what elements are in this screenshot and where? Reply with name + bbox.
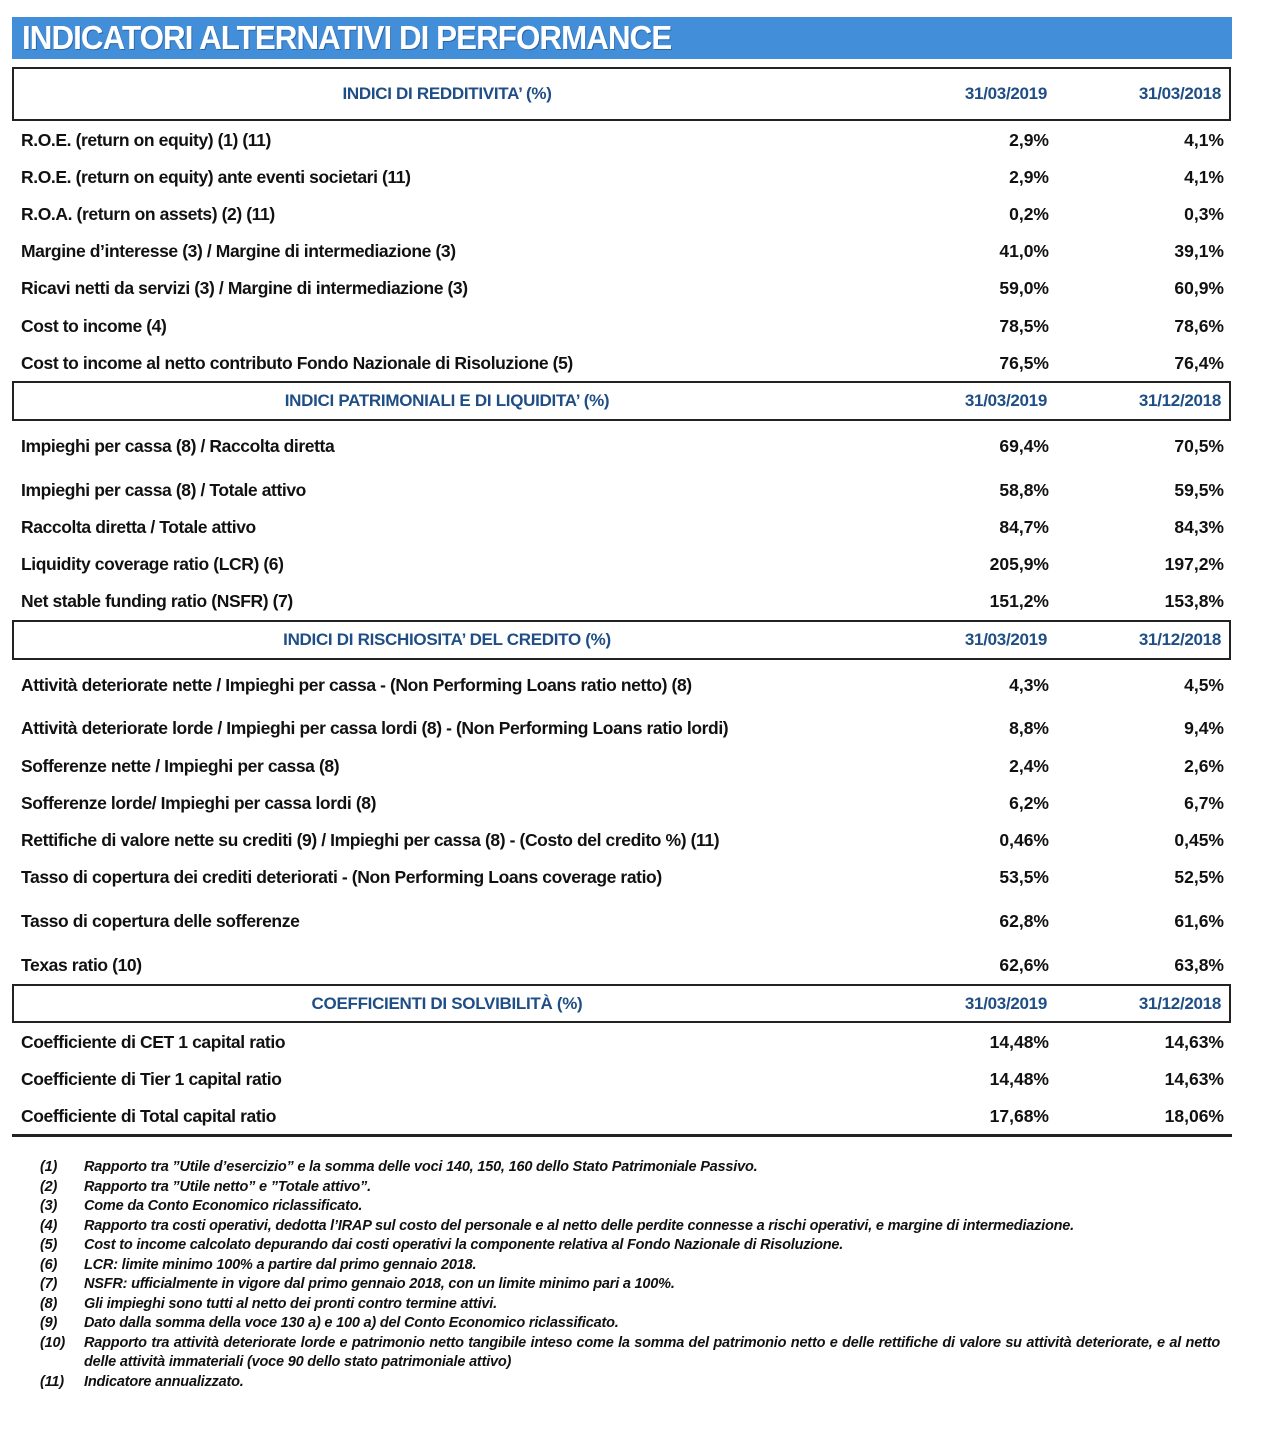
row-label: Tasso di copertura delle sofferenze — [21, 911, 300, 931]
table-row — [0, 475, 1274, 505]
row-value-previous: 4,1% — [1184, 130, 1224, 150]
section-header-redditivita — [12, 67, 1231, 121]
table-row — [0, 1101, 1274, 1131]
row-label: Sofferenze lorde/ Impieghi per cassa lordi (8) — [21, 793, 377, 813]
row-value-previous: 6,7% — [1184, 793, 1224, 813]
column-header-previous: 31/03/2018 — [1138, 84, 1221, 103]
row-value-current: 2,4% — [1009, 756, 1049, 776]
footnote — [40, 1314, 1220, 1334]
row-value-previous: 59,5% — [1174, 480, 1224, 500]
footnote-number: (6) — [40, 1256, 58, 1273]
row-label: R.O.E. (return on equity) ante eventi societari (11) — [21, 167, 411, 187]
row-value-previous: 70,5% — [1174, 436, 1224, 456]
row-value-previous: 14,63% — [1164, 1069, 1224, 1089]
row-value-previous: 0,3% — [1184, 204, 1224, 224]
footnote-number: (8) — [40, 1295, 58, 1312]
row-value-previous: 78,6% — [1174, 316, 1224, 336]
row-label: Cost to income (4) — [21, 316, 167, 336]
table-row — [0, 348, 1274, 378]
row-label: Cost to income al netto contributo Fondo Nazionale di Risoluzione (5) — [21, 353, 573, 373]
footnote-number: (5) — [40, 1237, 58, 1253]
row-label: Coefficiente di Total capital ratio — [21, 1106, 277, 1126]
section-header-patrimoniali — [12, 381, 1231, 421]
footnote-number: (2) — [40, 1178, 58, 1195]
column-header-previous: 31/12/2018 — [1138, 993, 1221, 1013]
footnote-text: Rapporto tra ”Utile netto” e ”Totale attivo”. — [84, 1178, 371, 1195]
row-value-previous: 2,6% — [1184, 756, 1224, 776]
row-value-current: 6,2% — [1009, 793, 1049, 813]
row-value-current: 14,48% — [989, 1032, 1049, 1052]
footnote — [40, 1236, 1220, 1256]
row-label: Tasso di copertura dei crediti deteriorati - (Non Performing Loans coverage ratio) — [21, 867, 662, 887]
footnote-text: Cost to income calcolato depurando dai costi operativi la componente relativa al Fondo Nazionale di Risoluzione. — [84, 1237, 844, 1253]
row-value-previous: 4,5% — [1184, 675, 1224, 695]
footnote-number: (3) — [40, 1198, 58, 1214]
row-value-current: 17,68% — [989, 1106, 1049, 1126]
footnote-text: Rapporto tra ”Utile d’esercizio” e la somma delle voci 140, 150, 160 dello Stato Patrimoniale Passivo. — [84, 1159, 758, 1175]
footnote-number: (9) — [40, 1315, 58, 1331]
table-row — [0, 199, 1274, 229]
row-label: Raccolta diretta / Totale attivo — [21, 517, 256, 537]
table-row — [0, 549, 1274, 579]
footnote-text: Indicatore annualizzato. — [84, 1373, 244, 1390]
row-value-previous: 63,8% — [1174, 955, 1224, 975]
footnote — [40, 1217, 1220, 1237]
footnote-text: Gli impieghi sono tutti al netto dei pronti contro termine attivi. — [84, 1295, 497, 1312]
row-value-previous: 39,1% — [1174, 241, 1224, 261]
table-row — [0, 713, 1274, 743]
column-header-current: 31/03/2019 — [964, 391, 1047, 410]
section-title: INDICI DI RISCHIOSITA’ DEL CREDITO (%) — [283, 630, 611, 649]
row-value-previous: 0,45% — [1174, 830, 1224, 850]
row-value-current: 2,9% — [1009, 167, 1049, 187]
row-value-previous: 52,5% — [1174, 867, 1224, 887]
row-label: Texas ratio (10) — [21, 955, 142, 975]
row-label: Margine d’interesse (3) / Margine di intermediazione (3) — [21, 241, 456, 261]
row-label: Sofferenze nette / Impieghi per cassa (8) — [21, 756, 340, 776]
table-row — [0, 162, 1274, 192]
row-value-previous: 61,6% — [1174, 911, 1224, 931]
row-value-current: 151,2% — [989, 591, 1049, 611]
row-value-previous: 197,2% — [1164, 554, 1224, 574]
column-header-previous: 31/12/2018 — [1138, 630, 1221, 649]
row-value-current: 69,4% — [999, 436, 1049, 456]
column-header-current: 31/03/2019 — [964, 84, 1047, 103]
footnote-text: Come da Conto Economico riclassificato. — [84, 1198, 363, 1214]
section-title: INDICI DI REDDITIVITA’ (%) — [342, 84, 552, 103]
row-value-current: 8,8% — [1009, 718, 1049, 738]
table-row — [0, 125, 1274, 155]
table-row — [0, 788, 1274, 818]
footnote-number: (1) — [40, 1159, 58, 1175]
footnote — [40, 1295, 1220, 1315]
row-label: Attività deteriorate lorde / Impieghi per cassa lordi (8) - (Non Performing Loans ratio lordi) — [21, 718, 729, 738]
row-value-current: 205,9% — [989, 554, 1049, 574]
row-value-current: 58,8% — [999, 480, 1049, 500]
table-row — [0, 825, 1274, 855]
footnote — [40, 1197, 1220, 1217]
table-row — [0, 1064, 1274, 1094]
row-label: Coefficiente di Tier 1 capital ratio — [21, 1069, 282, 1089]
row-value-current: 2,9% — [1009, 130, 1049, 150]
footnotes — [40, 1158, 1220, 1392]
row-value-current: 41,0% — [999, 241, 1049, 261]
row-label: Rettifiche di valore nette su crediti (9) / Impieghi per cassa (8) - (Costo del credito %) (11) — [21, 830, 720, 850]
footnote-number: (7) — [40, 1276, 58, 1292]
section-title: COEFFICIENTI DI SOLVIBILITÀ (%) — [311, 993, 583, 1013]
page-title: INDICATORI ALTERNATIVI DI PERFORMANCE — [22, 19, 672, 56]
row-value-current: 76,5% — [999, 353, 1049, 373]
row-value-current: 0,46% — [999, 830, 1049, 850]
footnote — [40, 1334, 1220, 1373]
row-value-previous: 60,9% — [1174, 278, 1224, 298]
row-value-previous: 9,4% — [1184, 718, 1224, 738]
table-row — [0, 1027, 1274, 1057]
column-header-current: 31/03/2019 — [964, 630, 1047, 649]
column-header-previous: 31/12/2018 — [1138, 391, 1221, 410]
row-value-previous: 4,1% — [1184, 167, 1224, 187]
row-value-current: 4,3% — [1009, 675, 1049, 695]
row-value-current: 0,2% — [1009, 204, 1049, 224]
table-row — [0, 586, 1274, 616]
row-label: Net stable funding ratio (NSFR) (7) — [21, 591, 293, 611]
section-title: INDICI PATRIMONIALI E DI LIQUIDITA’ (%) — [284, 391, 610, 410]
table-row — [0, 431, 1274, 461]
row-value-current: 62,6% — [999, 955, 1049, 975]
table-row — [0, 512, 1274, 542]
table-row — [0, 236, 1274, 266]
table-row — [0, 950, 1274, 980]
table-row — [0, 751, 1274, 781]
row-value-previous: 14,63% — [1164, 1032, 1224, 1052]
column-header-current: 31/03/2019 — [964, 993, 1047, 1013]
footnote — [40, 1373, 1220, 1393]
section-header-rischiosita — [12, 620, 1231, 660]
row-label: R.O.A. (return on assets) (2) (11) — [21, 204, 275, 224]
table-row — [0, 273, 1274, 303]
table-row — [0, 906, 1274, 936]
table-row — [0, 670, 1274, 700]
footnote-text: LCR: limite minimo 100% a partire dal primo gennaio 2018. — [84, 1256, 477, 1273]
footnote-text: Dato dalla somma della voce 130 a) e 100 a) del Conto Economico riclassificato. — [84, 1315, 619, 1331]
row-label: Ricavi netti da servizi (3) / Margine di intermediazione (3) — [21, 278, 468, 298]
footnote — [40, 1178, 1220, 1198]
title-bar — [12, 17, 1232, 59]
footnote — [40, 1158, 1220, 1178]
footnote-number: (10) — [40, 1334, 65, 1351]
row-value-current: 62,8% — [999, 911, 1049, 931]
row-value-previous: 18,06% — [1164, 1106, 1224, 1126]
section-header-solvibilita — [12, 984, 1231, 1023]
row-label: Impieghi per cassa (8) / Totale attivo — [21, 480, 306, 500]
row-value-previous: 84,3% — [1174, 517, 1224, 537]
row-value-current: 59,0% — [999, 278, 1049, 298]
footnote-text: Rapporto tra costi operativi, dedotta l’IRAP sul costo del personale e al netto delle perdite connesse a rischi operativi, e margine di intermediazione. — [84, 1217, 1074, 1234]
row-value-current: 78,5% — [999, 316, 1049, 336]
table-row — [0, 862, 1274, 892]
table-bottom-divider — [12, 1134, 1232, 1137]
footnote — [40, 1256, 1220, 1276]
row-label: Impieghi per cassa (8) / Raccolta diretta — [21, 436, 335, 456]
row-value-current: 14,48% — [989, 1069, 1049, 1089]
footnote-number: (4) — [40, 1217, 58, 1234]
row-label: R.O.E. (return on equity) (1) (11) — [21, 130, 271, 150]
table-row — [0, 311, 1274, 341]
row-label: Liquidity coverage ratio (LCR) (6) — [21, 554, 284, 574]
footnote-text: Rapporto tra attività deteriorate lorde e patrimonio netto tangibile inteso come la somma del patrimonio netto e delle rettifiche di valore su attività deteriorate, e al netto delle attività immateriali (voce 90 dello stato patrimoniale attivo) — [84, 1334, 1220, 1370]
row-value-previous: 76,4% — [1174, 353, 1224, 373]
footnote-number: (11) — [40, 1373, 64, 1390]
row-label: Attività deteriorate nette / Impieghi per cassa - (Non Performing Loans ratio netto) (8) — [21, 675, 692, 695]
row-value-current: 53,5% — [999, 867, 1049, 887]
footnote-text: NSFR: ufficialmente in vigore dal primo gennaio 2018, con un limite minimo pari a 100%. — [84, 1276, 675, 1292]
row-value-current: 84,7% — [999, 517, 1049, 537]
row-value-previous: 153,8% — [1164, 591, 1224, 611]
row-label: Coefficiente di CET 1 capital ratio — [21, 1032, 286, 1052]
footnote — [40, 1275, 1220, 1295]
